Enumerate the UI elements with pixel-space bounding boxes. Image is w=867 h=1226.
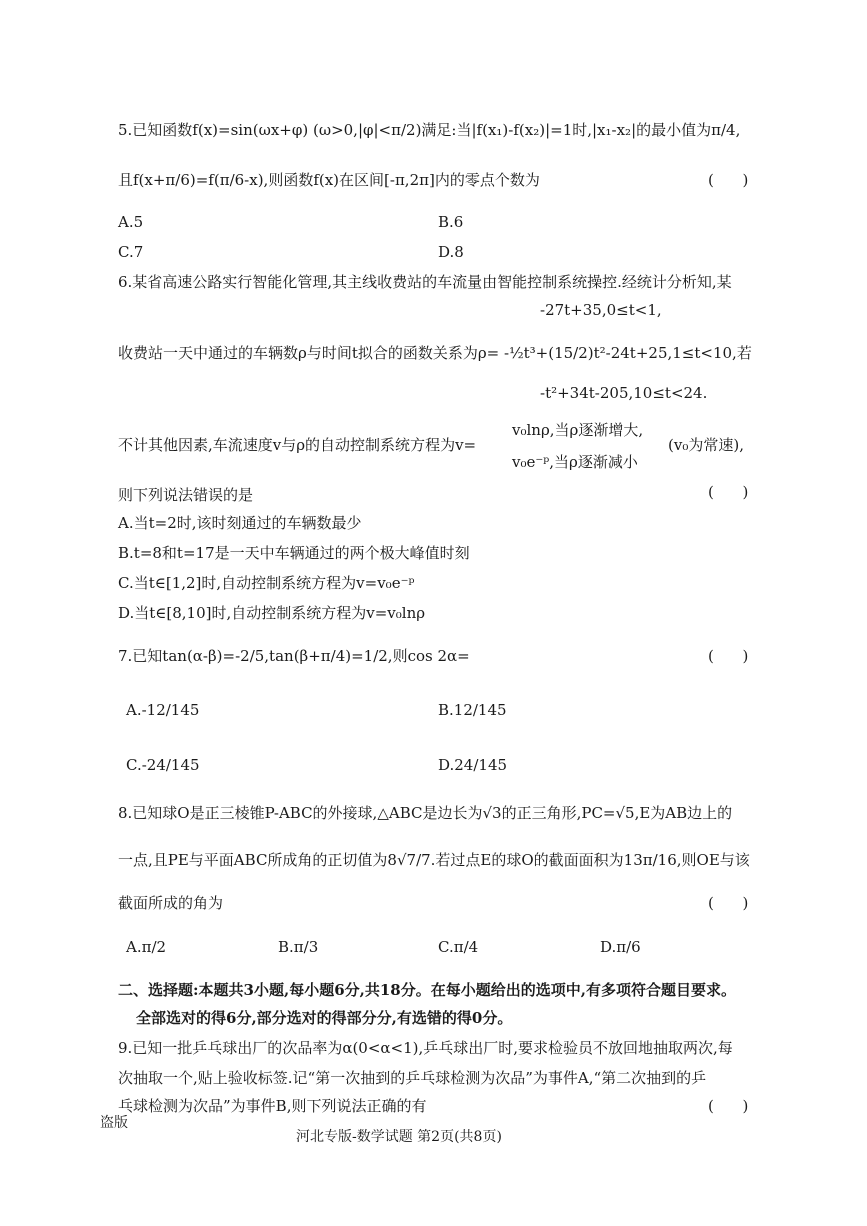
q8-answer-paren: ( )	[708, 894, 749, 912]
q8-line1: 8.已知球O是正三棱锥P-ABC的外接球,△ABC是边长为√3的正三角形,PC=√5,E为AB边上的	[118, 804, 733, 822]
q8-option-b: B.π/3	[278, 938, 319, 956]
watermark-label: 盗版	[100, 1115, 128, 1131]
q7-option-b: B.12/145	[438, 701, 507, 719]
q6-piece3: -t²+34t-205,10≤t<24.	[540, 384, 708, 402]
q6-line1: 6.某省高速公路实行智能化管理,其主线收费站的车流量由智能控制系统操控.经统计分析知,某	[118, 273, 732, 291]
q7-line1: 7.已知tan(α-β)=-2/5,tan(β+π/4)=1/2,则cos 2α=	[118, 647, 470, 665]
q6-v-case1: v₀lnρ,当ρ逐渐增大,	[512, 421, 644, 439]
q7-answer-paren: ( )	[708, 647, 749, 665]
q6-line4: 则下列说法错误的是	[118, 486, 254, 504]
q9-answer-paren: ( )	[708, 1097, 749, 1115]
q6-piece1: -27t+35,0≤t<1,	[540, 301, 662, 319]
page-footer: 河北专版-数学试题 第2页(共8页)	[296, 1129, 502, 1145]
q8-option-c: C.π/4	[438, 938, 479, 956]
q5-option-a: A.5	[118, 213, 144, 231]
q5-answer-paren: ( )	[708, 171, 749, 189]
q6-line2: 收费站一天中通过的车辆数ρ与时间t拟合的函数关系为ρ= -½t³+(15/2)t²-24t+25,1≤t<10,若	[118, 344, 752, 362]
q6-option-b: B.t=8和t=17是一天中车辆通过的两个极大峰值时刻	[118, 544, 470, 562]
q8-line3: 截面所成的角为	[118, 894, 224, 912]
section2-heading: 二、选择题:本题共3小题,每小题6分,共18分。在每小题给出的选项中,有多项符合题目要求。	[118, 981, 736, 999]
q5-option-d: D.8	[438, 243, 464, 261]
q9-line2: 次抽取一个,贴上验收标签.记“第一次抽到的乒乓球检测为次品”为事件A,“第二次抽到的乒	[118, 1069, 707, 1087]
q5-option-b: B.6	[438, 213, 464, 231]
q6-option-d: D.当t∈[8,10]时,自动控制系统方程为v=v₀lnρ	[118, 604, 426, 622]
q6-answer-paren: ( )	[708, 483, 749, 501]
q6-v-case2: v₀e⁻ᵖ,当ρ逐渐减小	[512, 453, 638, 471]
q9-line1: 9.已知一批乒乓球出厂的次品率为α(0<α<1),乒乓球出厂时,要求检验员不放回地抽取两次,每	[118, 1039, 733, 1057]
section2-rule: 全部选对的得6分,部分选对的得部分分,有选错的得0分。	[136, 1009, 513, 1027]
q8-option-d: D.π/6	[600, 938, 641, 956]
q5-line2: 且f(x+π/6)=f(π/6-x),则函数f(x)在区间[-π,2π]内的零点个数为	[118, 171, 540, 189]
q8-option-a: A.π/2	[126, 938, 167, 956]
q5-line1: 5.已知函数f(x)=sin(ωx+φ) (ω>0,|φ|<π/2)满足:当|f(x₁)-f(x₂)|=1时,|x₁-x₂|的最小值为π/4,	[118, 121, 741, 139]
q8-line2: 一点,且PE与平面ABC所成角的正切值为8√7/7.若过点E的球O的截面面积为13π/16,则OE与该	[118, 851, 750, 869]
q7-option-d: D.24/145	[438, 756, 508, 774]
q7-option-c: C.-24/145	[126, 756, 200, 774]
q6-line3: 不计其他因素,车流速度v与ρ的自动控制系统方程为v=	[118, 436, 477, 454]
q6-line3-note: (v₀为常速),	[668, 436, 744, 454]
q6-option-a: A.当t=2时,该时刻通过的车辆数最少	[118, 514, 362, 532]
q9-line3: 乓球检测为次品”为事件B,则下列说法正确的有	[118, 1097, 427, 1115]
q5-option-c: C.7	[118, 243, 144, 261]
q7-option-a: A.-12/145	[126, 701, 200, 719]
q6-option-c: C.当t∈[1,2]时,自动控制系统方程为v=v₀e⁻ᵖ	[118, 574, 415, 592]
